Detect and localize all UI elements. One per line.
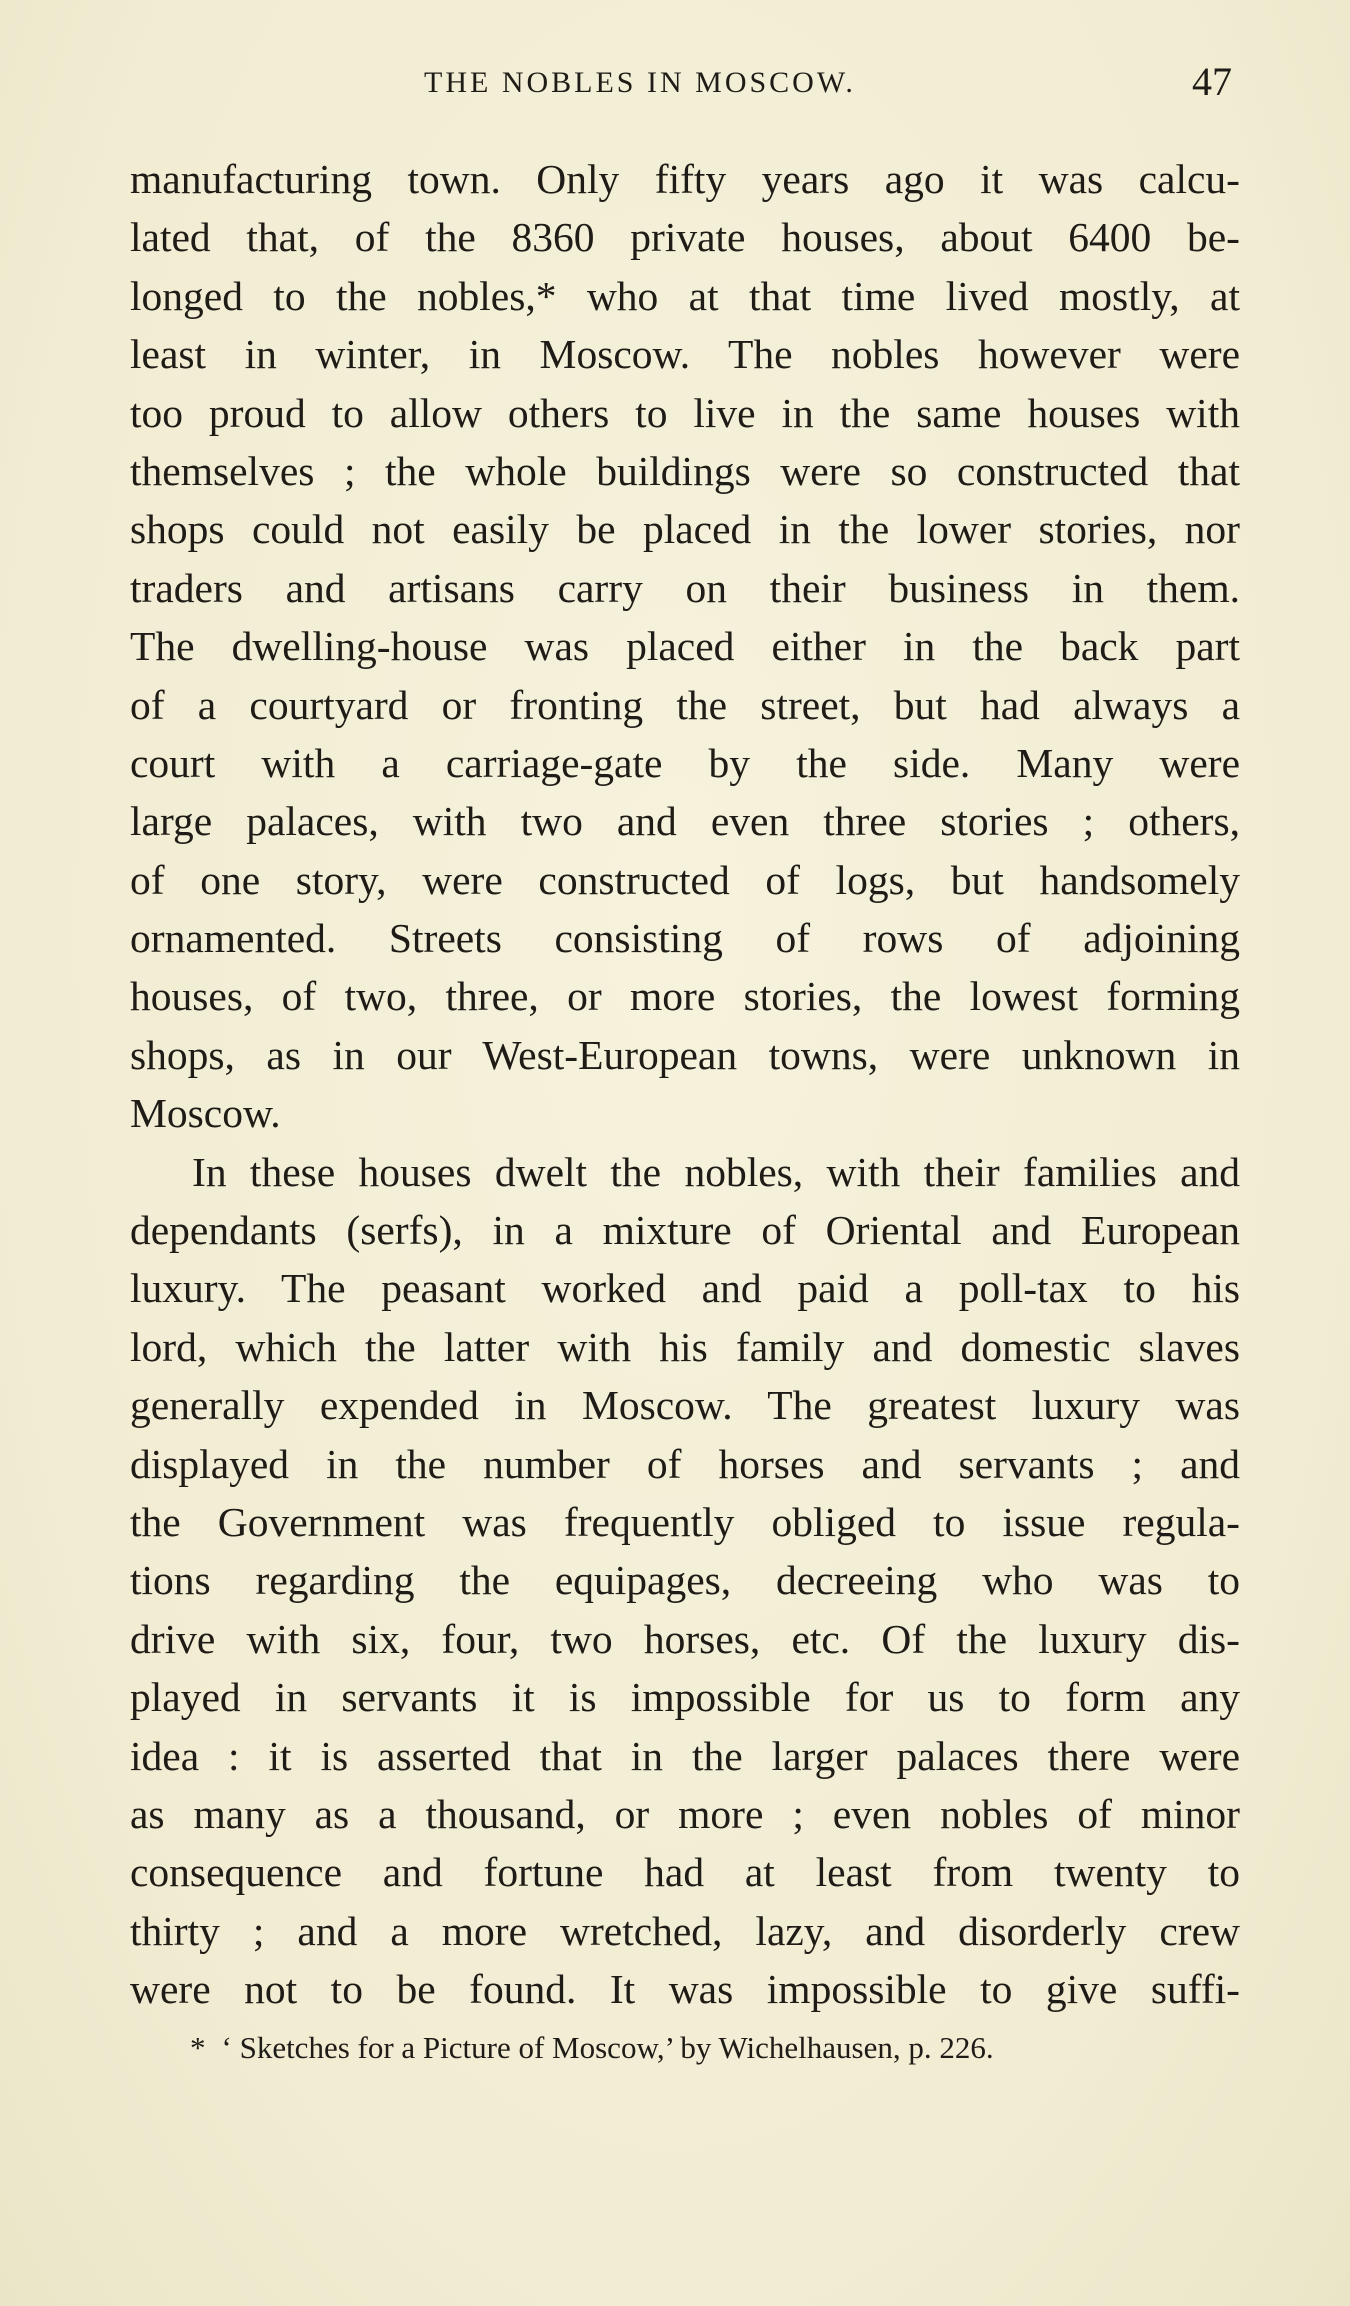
page-number: 47 (1192, 59, 1232, 104)
paragraph (130, 150, 1240, 1143)
footnote (190, 2030, 994, 2066)
text-line: shops, as in our West-European towns, were unknown in (130, 1031, 1240, 1078)
text-line: shops could not easily be placed in the lower stories, nor (130, 506, 1240, 553)
body-text (130, 150, 1240, 2019)
text-line: drive with six, four, two horses, etc. Of the luxury dis- (130, 1615, 1240, 1662)
running-head-title: THE NOBLES IN MOSCOW. (424, 66, 856, 99)
text-line: manufacturing town. Only fifty years ago it was calcu- (130, 156, 1240, 202)
text-line: houses, of two, three, or more stories, the lowest forming (130, 973, 1240, 1020)
text-line: least in winter, in Moscow. The nobles however were (130, 331, 1240, 378)
text-line: ornamented. Streets consisting of rows of adjoining (130, 915, 1240, 962)
footnote-text: ‘ Sketches for a Picture of Moscow,’ by Wichelhausen, p. 226. (221, 2030, 994, 2065)
text-line: displayed in the number of horses and servants ; and (130, 1440, 1240, 1487)
text-line: of one story, were constructed of logs, but handsomely (130, 856, 1240, 903)
text-line: Moscow. (130, 1090, 281, 1137)
text-line: of a courtyard or fronting the street, but had always a (130, 681, 1240, 728)
footnote-mark: * (190, 2030, 206, 2065)
text-line: tions regarding the equipages, decreeing who was to (130, 1557, 1240, 1604)
text-line: The dwelling-house was placed either in the back part (130, 623, 1240, 670)
text-line: thirty ; and a more wretched, lazy, and disorderly crew (130, 1907, 1240, 1954)
text-line: court with a carriage-gate by the side. Many were (130, 739, 1240, 786)
running-head (0, 58, 1350, 108)
text-line: traders and artisans carry on their business in them. (130, 564, 1240, 611)
text-line: large palaces, with two and even three stories ; others, (130, 798, 1240, 845)
text-line: lord, which the latter with his family and domestic slaves (130, 1323, 1240, 1370)
text-line: generally expended in Moscow. The greatest luxury was (130, 1382, 1240, 1429)
text-line: longed to the nobles,* who at that time lived mostly, at (130, 272, 1240, 319)
text-line: lated that, of the 8360 private houses, about 6400 be- (130, 214, 1240, 261)
text-line: In these houses dwelt the nobles, with their families and (192, 1148, 1240, 1195)
text-line: too proud to allow others to live in the same houses with (130, 389, 1240, 436)
text-line: dependants (serfs), in a mixture of Oriental and European (130, 1207, 1240, 1254)
paragraph (130, 1143, 1240, 2019)
text-line: were not to be found. It was impossible to give suffi- (130, 1966, 1240, 2013)
text-line: consequence and fortune had at least from twenty to (130, 1849, 1240, 1896)
text-line: themselves ; the whole buildings were so constructed that (130, 447, 1240, 494)
text-line: played in servants it is impossible for us to form any (130, 1674, 1240, 1721)
text-line: as many as a thousand, or more ; even nobles of minor (130, 1790, 1240, 1837)
text-line: the Government was frequently obliged to issue regula- (130, 1498, 1240, 1545)
text-line: luxury. The peasant worked and paid a poll-tax to his (130, 1265, 1240, 1312)
text-line: idea : it is asserted that in the larger palaces there were (130, 1732, 1240, 1779)
